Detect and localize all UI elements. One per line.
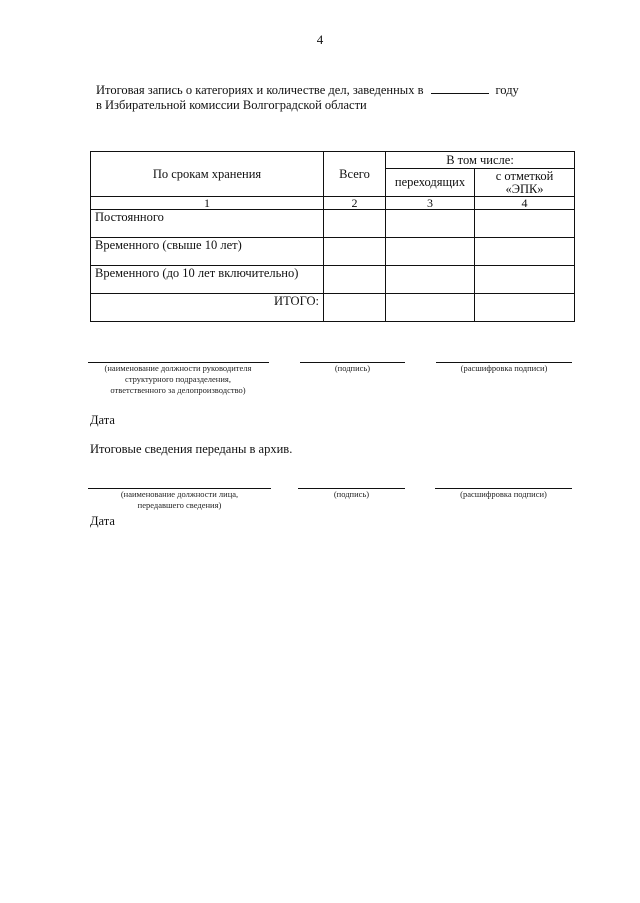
transfer-text: Итоговые сведения переданы в архив.: [90, 442, 293, 456]
row-total-total: [324, 294, 386, 322]
row-temp-over10-label: Временного (свыше 10 лет): [91, 238, 324, 266]
row-temp-over10-total: [324, 238, 386, 266]
page-number: 4: [316, 32, 324, 47]
header-epk: [475, 169, 575, 197]
position-caption-1-line3: ответственного за делопроизводство): [110, 385, 246, 395]
position-caption-1-line2: структурного подразделения,: [125, 374, 231, 384]
column-number-2: 2: [324, 197, 386, 210]
decoding-caption-2: (расшифровка подписи): [460, 489, 547, 499]
column-number-3: 3: [386, 197, 475, 210]
signature-caption-1: (подпись): [334, 363, 371, 373]
row-temp-upto10-total: [324, 266, 386, 294]
row-temp-over10-transitional: [386, 238, 475, 266]
position-caption-2-line2: передавшего сведения): [137, 500, 222, 510]
row-temp-over10-epk: [475, 238, 575, 266]
header-epk-line2: «ЭПК»: [505, 181, 544, 196]
row-temp-upto10-epk: [475, 266, 575, 294]
records-summary-table: [90, 151, 575, 322]
position-caption-2-line1: (наименование должности лица,: [120, 489, 239, 499]
row-permanent-epk: [475, 210, 575, 238]
row-permanent-total: [324, 210, 386, 238]
header-epk-line1: с отметкой: [495, 168, 554, 183]
column-number-1: 1: [91, 197, 324, 210]
intro-line1-after: году: [495, 83, 519, 97]
row-permanent-label: Постоянного: [91, 210, 324, 238]
row-temp-upto10-label: Временного (до 10 лет включительно): [91, 266, 324, 294]
row-permanent-transitional: [386, 210, 475, 238]
header-total: Всего: [324, 152, 386, 197]
intro-line1-before: Итоговая запись о категориях и количестве дел, заведенных в: [96, 83, 424, 97]
decoding-caption-1: (расшифровка подписи): [460, 363, 548, 373]
header-transitional: переходящих: [386, 169, 475, 197]
row-total-epk: [475, 294, 575, 322]
row-total-label: ИТОГО:: [91, 294, 324, 322]
column-number-4: 4: [475, 197, 575, 210]
position-caption-1-line1: (наименование должности руководителя: [104, 363, 252, 373]
date-label-1: Дата: [90, 413, 115, 427]
date-label-2: Дата: [90, 514, 115, 528]
header-including: В том числе:: [386, 152, 575, 169]
intro-text: [96, 82, 519, 113]
row-temp-upto10-transitional: [386, 266, 475, 294]
position-caption-2: [88, 489, 271, 511]
row-total-transitional: [386, 294, 475, 322]
year-blank-field: [431, 82, 489, 94]
intro-line2: в Избирательной комиссии Волгоградской области: [96, 98, 367, 112]
header-storage: По срокам хранения: [91, 152, 324, 197]
position-caption-1: [80, 363, 276, 396]
signature-caption-2: (подпись): [333, 489, 370, 499]
